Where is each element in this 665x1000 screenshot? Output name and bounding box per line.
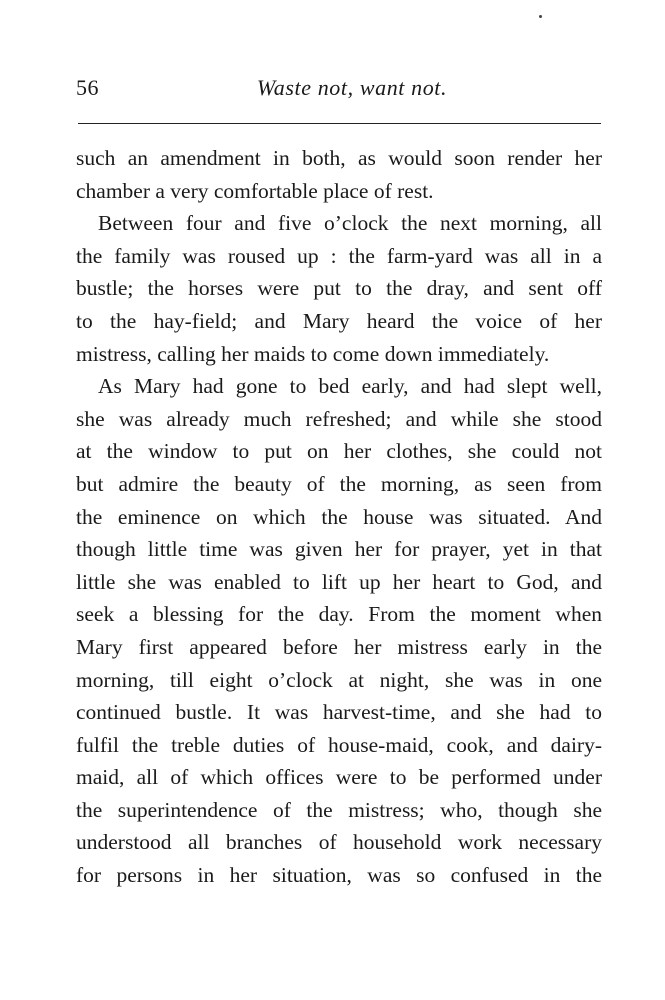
text-line-content: Between four and five o’clock the next morning, all bbox=[98, 211, 602, 236]
text-line-content: at the window to put on her clothes, she could not bbox=[76, 439, 602, 464]
text-line bbox=[76, 696, 602, 729]
text-line-content: though little time was given her for prayer, yet in that bbox=[76, 537, 602, 562]
text-line-content: mistress, calling her maids to come down immediately. bbox=[76, 341, 550, 366]
text-line bbox=[76, 338, 602, 371]
body-text bbox=[76, 142, 602, 892]
text-line bbox=[76, 794, 602, 827]
text-line bbox=[76, 142, 602, 175]
text-line-content: the superintendence of the mistress; who, though she bbox=[76, 797, 602, 822]
text-line-content: such an amendment in both, as would soon render her bbox=[76, 146, 602, 170]
text-line-content: continued bustle. It was harvest-time, and she had to bbox=[76, 700, 602, 725]
text-line-content: seek a blessing for the day. From the moment when bbox=[76, 602, 602, 627]
text-line bbox=[76, 598, 602, 631]
text-line-content: the family was roused up : the farm-yard was all in a bbox=[76, 243, 602, 268]
text-line-content: the eminence on which the house was situated. And bbox=[76, 504, 602, 529]
text-line bbox=[76, 403, 602, 436]
text-line-content: maid, all of which offices were to be performed under bbox=[76, 765, 602, 790]
text-line bbox=[76, 533, 602, 566]
text-line-content: bustle; the horses were put to the dray, and sent off bbox=[76, 276, 602, 301]
text-line-content: chamber a very comfortable place of rest. bbox=[76, 178, 434, 203]
text-line bbox=[76, 664, 602, 697]
text-line bbox=[76, 305, 602, 338]
text-line-content: she was already much refreshed; and while she stood bbox=[76, 406, 602, 431]
text-line bbox=[76, 175, 602, 208]
text-line-content: little she was enabled to lift up her heart to God, and bbox=[76, 569, 602, 594]
text-line bbox=[76, 826, 602, 859]
text-line-content: As Mary had gone to bed early, and had slept well, bbox=[98, 374, 602, 399]
text-line-content: fulfil the treble duties of house-maid, cook, and dairy- bbox=[76, 732, 602, 757]
text-line bbox=[76, 859, 602, 892]
text-line-content: but admire the beauty of the morning, as seen from bbox=[76, 471, 602, 496]
text-line-content: morning, till eight o’clock at night, she was in one bbox=[76, 667, 602, 692]
text-line bbox=[76, 207, 602, 240]
text-line-content: understood all branches of household work necessary bbox=[76, 830, 602, 855]
text-line bbox=[76, 240, 602, 273]
text-line-content: Mary first appeared before her mistress early in the bbox=[76, 634, 602, 659]
page-number: 56 bbox=[76, 75, 99, 100]
running-title: Waste not, want not. bbox=[256, 75, 448, 100]
text-line bbox=[76, 631, 602, 664]
text-line bbox=[76, 761, 602, 794]
text-line bbox=[76, 501, 602, 534]
text-line bbox=[76, 370, 602, 403]
header-rule bbox=[78, 123, 601, 124]
text-line bbox=[76, 435, 602, 468]
text-line bbox=[76, 566, 602, 599]
text-line bbox=[76, 468, 602, 501]
text-line-content: for persons in her situation, was so confused in the bbox=[76, 863, 602, 888]
print-speck bbox=[539, 15, 542, 18]
text-line bbox=[76, 272, 602, 305]
text-line-content: to the hay-field; and Mary heard the voice of her bbox=[76, 308, 602, 333]
text-line bbox=[76, 729, 602, 762]
page-header bbox=[76, 72, 602, 104]
